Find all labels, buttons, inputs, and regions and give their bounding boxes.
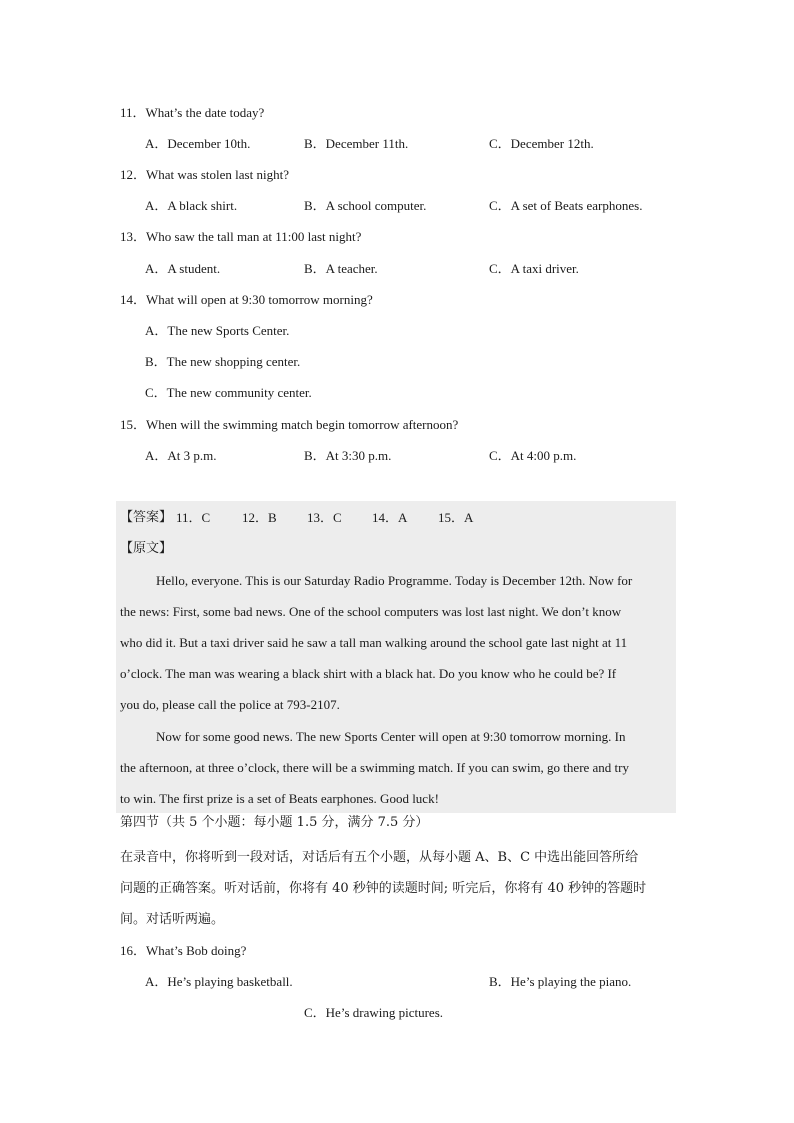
option-a: A．At 3 p.m. <box>145 448 217 463</box>
option-b: B．He’s playing the piano. <box>489 974 632 989</box>
answer-item: 12．B <box>242 510 277 525</box>
option-b: B．A teacher. <box>304 261 378 276</box>
option-a: A．December 10th. <box>145 136 251 151</box>
answer-item: 14．A <box>372 510 408 525</box>
question-stem: 11．What’s the date today? <box>120 105 265 120</box>
option-a: A．A student. <box>145 261 221 276</box>
transcript-line: o’clock. The man was wearing a black shirt with a black hat. Do you know who he could be? If <box>120 666 617 681</box>
transcript-line: Now for some good news. The new Sports Center will open at 9:30 tomorrow morning. In <box>156 729 626 744</box>
option-c: C．He’s drawing pictures. <box>304 1005 444 1020</box>
transcript-line: the afternoon, at three o’clock, there will be a swimming match. If you can swim, go there and try <box>120 760 629 775</box>
question-stem: 15．When will the swimming match begin tomorrow afternoon? <box>120 417 459 432</box>
transcript-line: Hello, everyone. This is our Saturday Radio Programme. Today is December 12th. Now for <box>156 573 633 588</box>
option-c: C．The new community center. <box>145 385 312 400</box>
question-stem: 12．What was stolen last night? <box>120 167 289 182</box>
question-stem: 14．What will open at 9:30 tomorrow morning? <box>120 292 373 307</box>
option-b: B．At 3:30 p.m. <box>304 448 392 463</box>
transcript-line: the news: First, some bad news. One of the school computers was lost last night. We don’t know <box>120 604 622 619</box>
instruction-line: 间。对话听两遍。 <box>120 912 225 927</box>
section-title: 第四节（共 5 个小题：每小题 1.5 分，满分 7.5 分） <box>120 815 429 830</box>
option-c: C．A set of Beats earphones. <box>489 198 643 213</box>
option-b: B．The new shopping center. <box>145 354 301 369</box>
answer-item: 11．C <box>176 510 211 525</box>
option-b: B．December 11th. <box>304 136 409 151</box>
option-b: B．A school computer. <box>304 198 427 213</box>
transcript-line: who did it. But a taxi driver said he saw a tall man walking around the school gate last night at 11 <box>120 635 628 650</box>
question-stem: 16．What’s Bob doing? <box>120 943 247 958</box>
question-stem: 13．Who saw the tall man at 11:00 last night? <box>120 229 362 244</box>
answer-item: 15．A <box>438 510 474 525</box>
transcript-line: to win. The first prize is a set of Beats earphones. Good luck! <box>120 791 439 806</box>
instruction-line: 在录音中，你将听到一段对话，对话后有五个小题，从每小题 A、B、C 中选出能回答所给 <box>120 850 639 865</box>
answer-label: 【答案】 <box>120 510 173 525</box>
option-a: A．He’s playing basketball. <box>145 974 293 989</box>
option-a: A．The new Sports Center. <box>145 323 290 338</box>
instruction-line: 问题的正确答案。听对话前，你将有 40 秒钟的读题时间; 听完后，你将有 40 秒钟的答题时 <box>120 881 647 896</box>
option-c: C．December 12th. <box>489 136 594 151</box>
option-a: A．A black shirt. <box>145 198 238 213</box>
option-c: C．A taxi driver. <box>489 261 579 276</box>
transcript-line: you do, please call the police at 793-2107. <box>120 697 340 712</box>
option-c: C．At 4:00 p.m. <box>489 448 577 463</box>
transcript-label: 【原文】 <box>120 541 173 556</box>
answer-item: 13．C <box>307 510 342 525</box>
